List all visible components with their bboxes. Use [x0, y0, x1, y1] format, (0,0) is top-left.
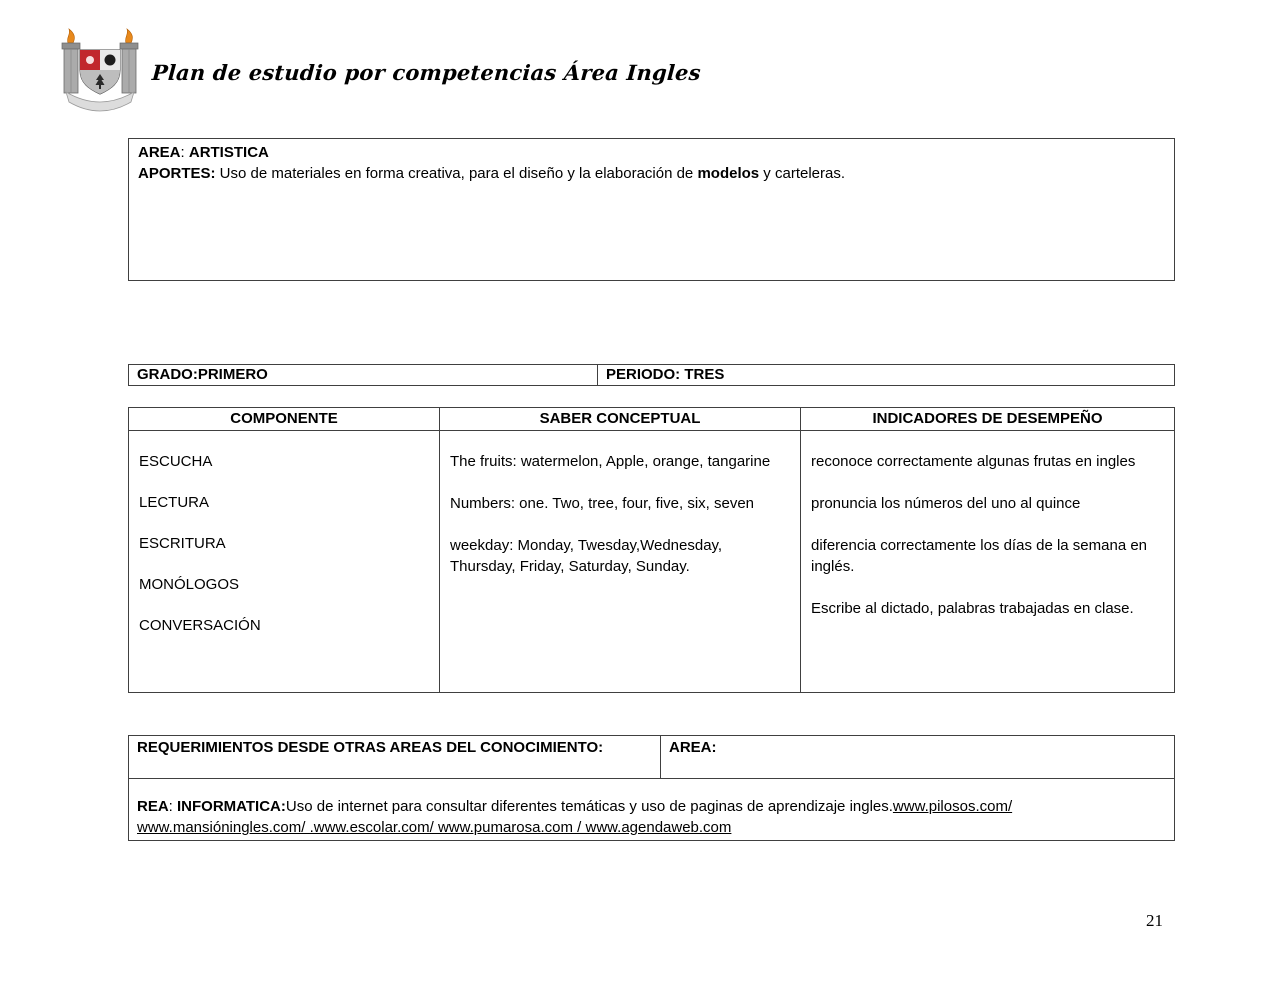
- page-number: 21: [1146, 911, 1163, 930]
- resource-urls-link[interactable]: www.pilosos.com/ www.mansióningles.com/ .www.escolar.com/ www.pumarosa.com / www.agendaweb.com: [137, 798, 1013, 836]
- indicador-paragraph: Escribe al dictado, palabras trabajadas en clase.: [811, 600, 1134, 617]
- header-indicadores: INDICADORES DE DESEMPEÑO: [872, 410, 1103, 427]
- aportes-label: APORTES:: [138, 165, 216, 182]
- aportes-bold-word: modelos: [697, 165, 760, 182]
- indicadores-cell: [801, 431, 1174, 692]
- requerimientos-table: [128, 735, 1175, 841]
- indicador-paragraph: reconoce correctamente algunas frutas en ingles: [811, 453, 1136, 470]
- requerimientos-title: REQUERIMIENTOS DESDE OTRAS AREAS DEL CONOCIMIENTO:: [129, 736, 661, 778]
- componente-item: ESCUCHA: [139, 453, 213, 470]
- rea-label: REA: [137, 798, 169, 815]
- area-line: [138, 142, 1165, 163]
- saber-paragraph: The fruits: watermelon, Apple, orange, tangarine: [450, 453, 771, 470]
- header-componente: COMPONENTE: [129, 408, 440, 430]
- competencias-table: [128, 407, 1175, 693]
- header-saber-conceptual: SABER CONCEPTUAL: [440, 408, 801, 430]
- componente-item: ESCRITURA: [139, 535, 226, 552]
- school-crest-logo: [56, 26, 144, 118]
- saber-paragraph: Numbers: one. Two, tree, four, five, six, seven: [450, 495, 755, 512]
- competencias-table-header: [129, 408, 1174, 431]
- rea-separator: :: [168, 798, 178, 815]
- saber-conceptual-cell: [440, 431, 801, 692]
- componente-item: MONÓLOGOS: [139, 576, 240, 593]
- area-value: ARTISTICA: [188, 144, 269, 161]
- requerimientos-area-label: AREA:: [669, 739, 717, 756]
- area-separator: :: [180, 144, 189, 161]
- saber-paragraph: weekday: Monday, Twesday,Wednesday, Thursday, Friday, Saturday, Sunday.: [450, 537, 723, 575]
- document-title: Plan de estudio por competencias Área Ingles: [151, 59, 702, 85]
- requerimientos-header-row: [129, 736, 1174, 779]
- componente-cell: [129, 431, 440, 692]
- area-aportes-box: [128, 138, 1175, 281]
- componente-item: LECTURA: [139, 494, 210, 511]
- aportes-tail: y carteleras.: [759, 165, 846, 182]
- area-label: AREA: [138, 144, 181, 161]
- grado-periodo-row: [128, 364, 1175, 386]
- grado-cell: GRADO:PRIMERO: [129, 365, 598, 385]
- aportes-text: Uso de materiales en forma creativa, para el diseño y la elaboración de: [215, 165, 698, 182]
- informatica-text: Uso de internet para consultar diferentes temáticas y uso de paginas de aprendizaje ingles.: [285, 798, 893, 815]
- document-header: [56, 26, 701, 118]
- componente-item: CONVERSACIÓN: [139, 617, 261, 634]
- aportes-line: [138, 163, 1165, 184]
- periodo-cell: PERIODO: TRES: [606, 366, 725, 383]
- indicador-paragraph: pronuncia los números del uno al quince: [811, 495, 1081, 512]
- competencias-table-body: [129, 431, 1174, 692]
- requerimientos-detail-row: [129, 779, 1174, 840]
- indicador-paragraph: diferencia correctamente los días de la semana en inglés.: [811, 537, 1148, 575]
- informatica-label: INFORMATICA:: [177, 798, 286, 815]
